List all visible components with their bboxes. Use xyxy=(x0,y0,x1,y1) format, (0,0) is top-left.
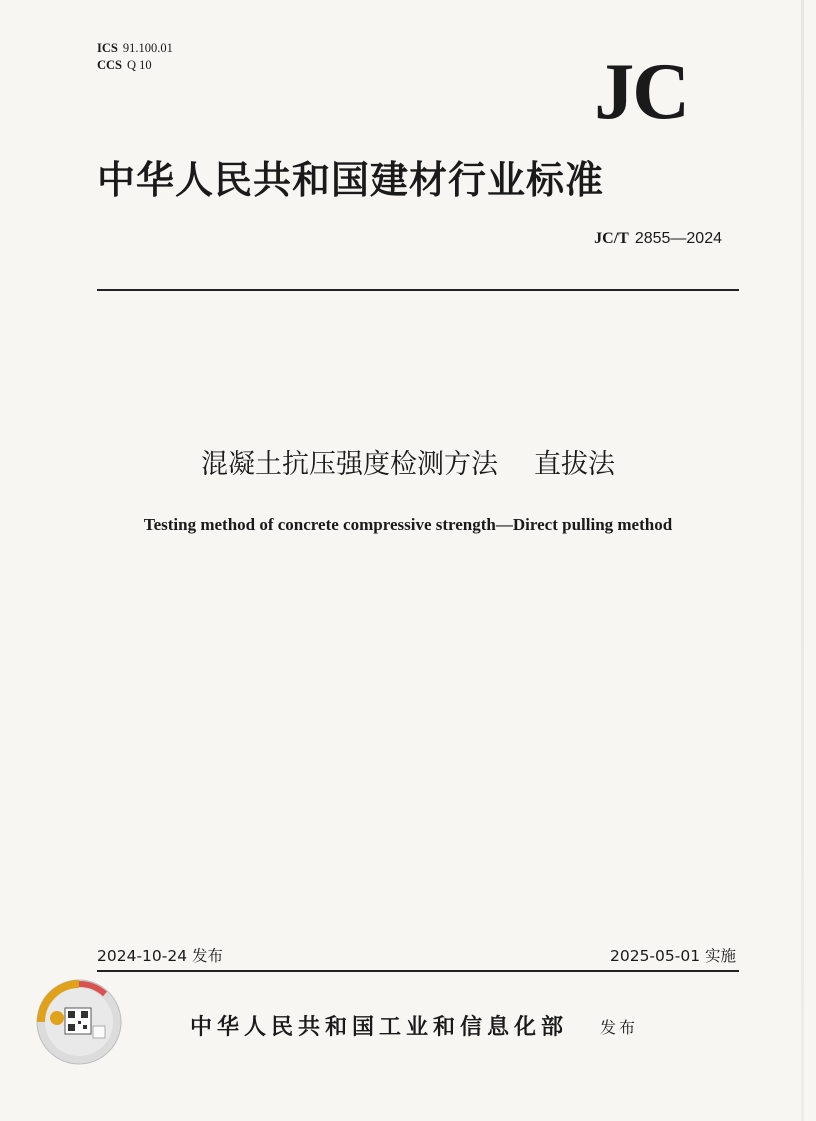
standard-code: JC/T 2855—2024 xyxy=(594,230,722,247)
chinese-title: 混凝土抗压强度检测方法 直拔法 xyxy=(201,449,615,480)
anti-counterfeit-seal-icon xyxy=(35,978,123,1066)
jc-logo: JC xyxy=(594,48,688,136)
ics-line: ICS 91.100.01 xyxy=(97,41,173,55)
english-title: Testing method of concrete compressive strength—Direct pulling method xyxy=(143,515,673,534)
issue-label: 发布 xyxy=(600,1018,639,1037)
classification-codes xyxy=(97,40,173,74)
implement-date: 2025-05-01 实施 xyxy=(609,947,736,965)
ccs-line: CCS Q 10 xyxy=(97,58,152,72)
issuing-authority: 中华人民共和国工业和信息化部 xyxy=(190,1014,569,1040)
page-edge-shadow xyxy=(801,0,804,1121)
bottom-divider xyxy=(97,970,739,972)
industry-standard-title: 中华人民共和国建材行业标准 xyxy=(97,157,605,202)
publish-date: 2024-10-24 发布 xyxy=(97,947,224,965)
top-divider xyxy=(97,289,739,291)
